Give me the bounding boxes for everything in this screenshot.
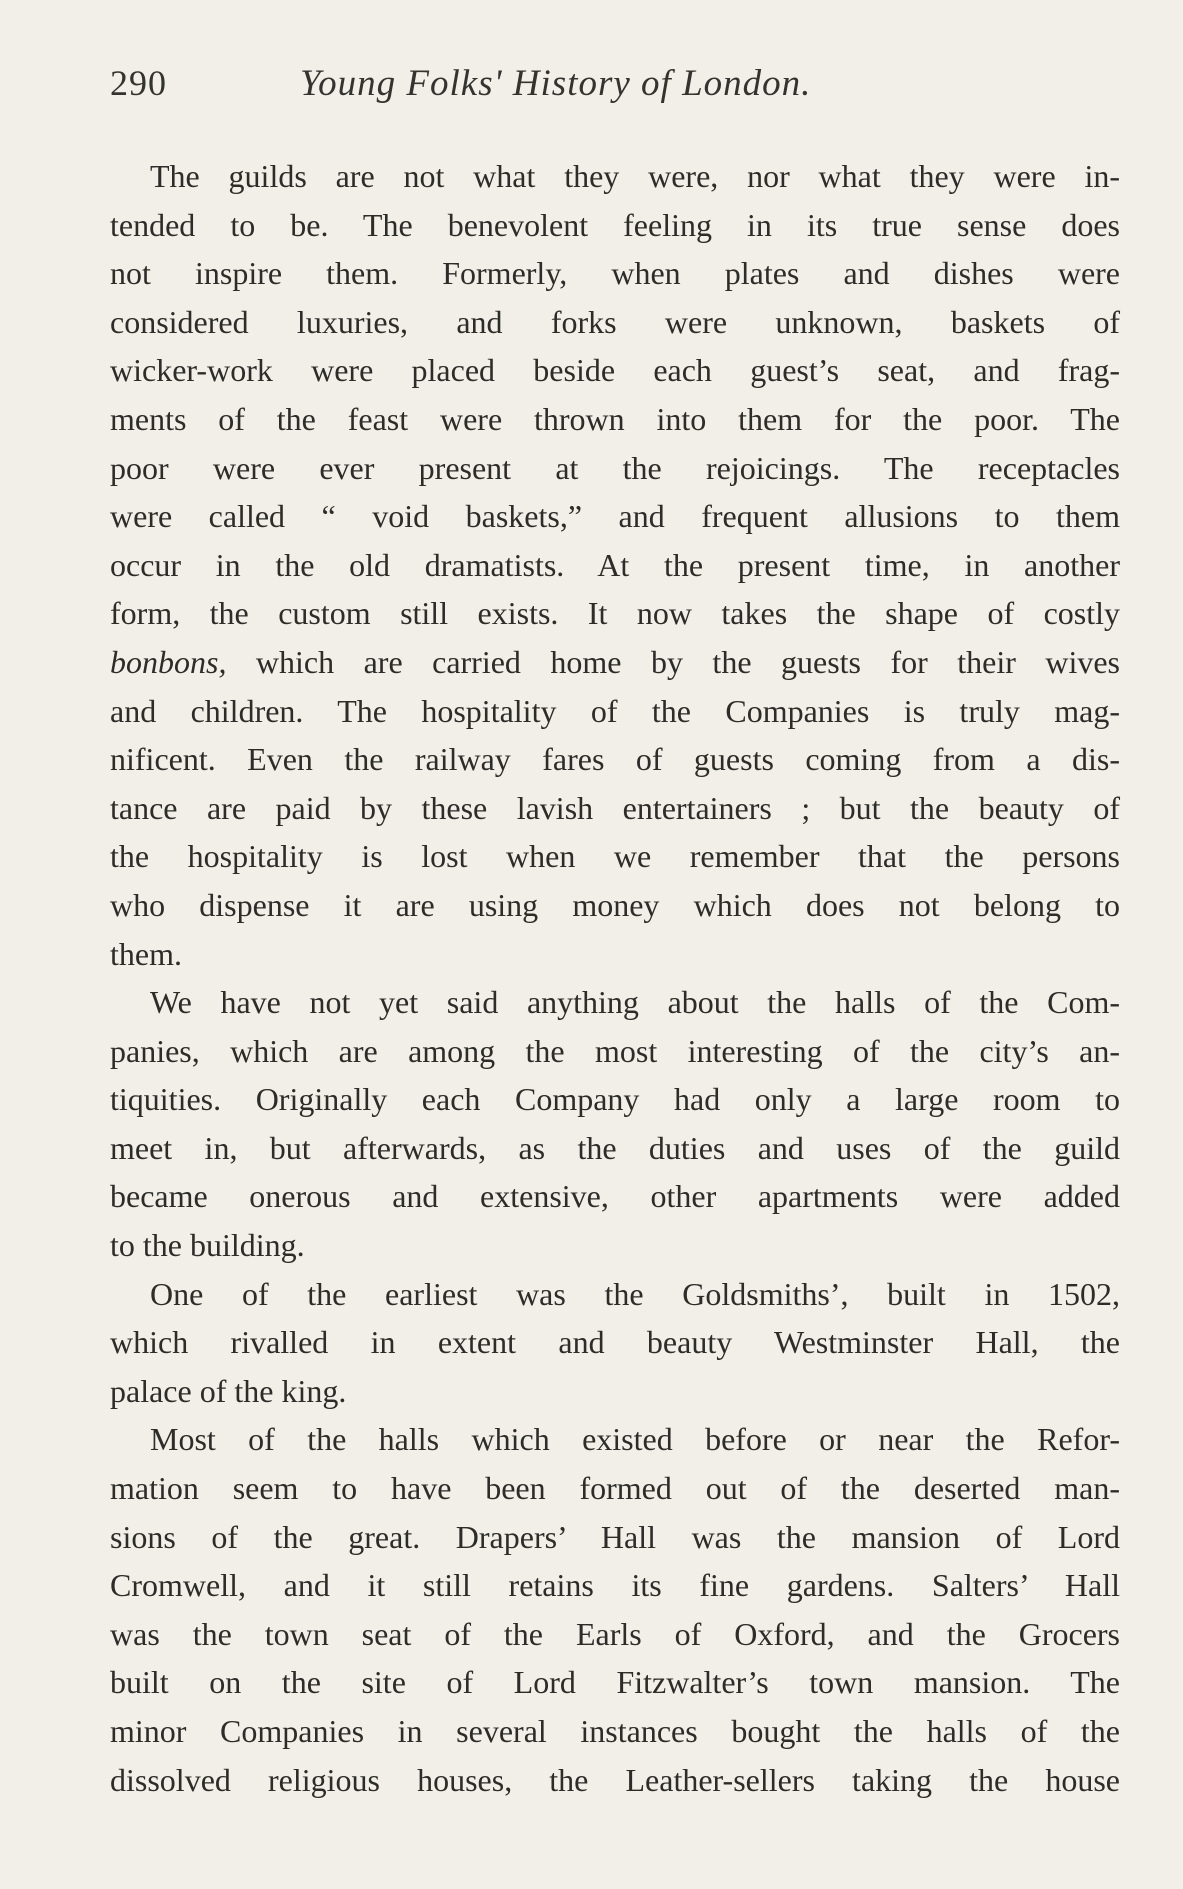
text-line: wicker-work were placed beside each guest’s seat, and frag- bbox=[110, 352, 1120, 389]
text-line: minor Companies in several instances bought the halls of the bbox=[110, 1713, 1120, 1749]
running-title: Young Folks' History of London. bbox=[300, 63, 812, 104]
text-line: the hospitality is lost when we remember that the persons bbox=[110, 838, 1120, 875]
text-line: poor were ever present at the rejoicings. The receptacles bbox=[110, 449, 1120, 486]
page-number: 290 bbox=[110, 63, 167, 103]
text-line: them. bbox=[110, 935, 182, 972]
text-line: were called “ void baskets,” and frequent allusions to them bbox=[110, 498, 1120, 535]
text-line: who dispense it are using money which does not belong to bbox=[110, 886, 1120, 923]
text-line: not inspire them. Formerly, when plates and dishes were bbox=[110, 255, 1120, 292]
text-line: Most of the halls which existed before or near the Refor- bbox=[150, 1421, 1120, 1458]
line-text: which are carried home by the guests for their wives bbox=[226, 643, 1120, 680]
text-line: nificent. Even the railway fares of guests coming from a dis- bbox=[110, 741, 1120, 778]
text-line: tended to be. The benevolent feeling in its true sense does bbox=[110, 206, 1120, 243]
text-line: Cromwell, and it still retains its fine gardens. Salters’ Hall bbox=[110, 1567, 1120, 1604]
text-line: sions of the great. Drapers’ Hall was the mansion of Lord bbox=[110, 1518, 1120, 1555]
text-line: palace of the king. bbox=[110, 1372, 347, 1409]
italic-word: bonbons, bbox=[110, 643, 227, 680]
text-line: mation seem to have been formed out of the deserted man- bbox=[110, 1470, 1120, 1507]
text-line: ments of the feast were thrown into them for the poor. The bbox=[110, 400, 1120, 437]
text-line: form, the custom still exists. It now takes the shape of costly bbox=[110, 595, 1120, 632]
text-line: was the town seat of the Earls of Oxford, and the Grocers bbox=[110, 1615, 1120, 1652]
text-line: occur in the old dramatists. At the present time, in another bbox=[110, 546, 1120, 583]
text-line: meet in, but afterwards, as the duties and uses of the guild bbox=[110, 1129, 1120, 1166]
text-line: dissolved religious houses, the Leather-sellers taking the house bbox=[110, 1761, 1120, 1798]
text-line: built on the site of Lord Fitzwalter’s town mansion. The bbox=[110, 1664, 1120, 1701]
text-line: considered luxuries, and forks were unknown, baskets of bbox=[110, 303, 1120, 340]
text-line: tance are paid by these lavish entertainers ; but the beauty of bbox=[110, 789, 1120, 826]
text-line: became onerous and extensive, other apartments were added bbox=[110, 1178, 1120, 1215]
running-head bbox=[110, 62, 1120, 114]
text-line: One of the earliest was the Goldsmiths’, built in 1502, bbox=[150, 1275, 1120, 1312]
text-line: to the building. bbox=[110, 1227, 305, 1264]
body-text bbox=[110, 152, 1120, 1804]
text-line: panies, which are among the most interesting of the city’s an- bbox=[110, 1032, 1120, 1069]
text-line: We have not yet said anything about the halls of the Com- bbox=[150, 984, 1120, 1021]
text-line bbox=[110, 638, 1120, 687]
text-line: tiquities. Originally each Company had only a large room to bbox=[110, 1081, 1120, 1118]
text-line: The guilds are not what they were, nor what they were in- bbox=[150, 158, 1120, 194]
text-line: which rivalled in extent and beauty Westminster Hall, the bbox=[110, 1324, 1120, 1361]
text-line: and children. The hospitality of the Companies is truly mag- bbox=[110, 692, 1120, 729]
